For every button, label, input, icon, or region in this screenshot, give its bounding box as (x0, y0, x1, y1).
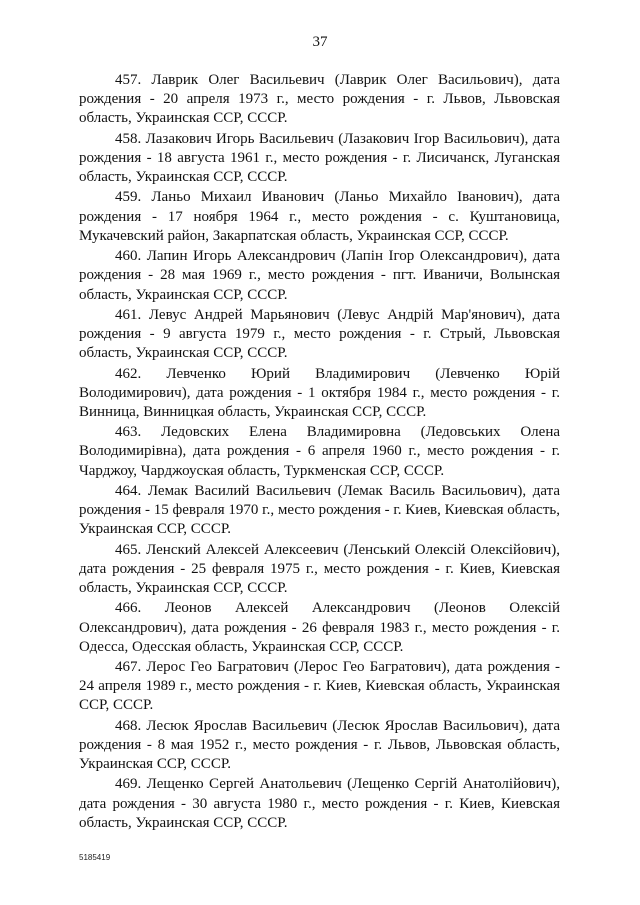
list-entry: 465. Ленский Алексей Алексеевич (Ленський Олексій Олексійович), дата рождения - 25 февраля 1975 г., место рождения - г. Киев, Киевская область, Украинская ССР, СССР. (79, 541, 560, 597)
list-entry: 459. Ланьо Михаил Иванович (Ланьо Михайло Іванович), дата рождения - 17 ноября 1964 г., место рождения - с. Куштановица, Мукачевский район, Закарпатская область, Украинская ССР, СССР. (79, 189, 560, 244)
page-number: 37 (312, 34, 328, 50)
list-entry: 458. Лазакович Игорь Васильевич (Лазакович Ігор Васильович), дата рождения - 18 августа 1961 г., место рождения - г. Лисичанск, Луганская область, Украинская ССР, СССР. (79, 130, 560, 186)
list-entry: 467. Лерос Гео Багратович (Лерос Гео Багратович), дата рождения - 24 апреля 1989 г., место рождения - г. Киев, Киевская область, Украинская ССР, СССР. (79, 659, 560, 714)
list-entry: 468. Лесюк Ярослав Васильевич (Лесюк Ярослав Васильович), дата рождения - 8 мая 1952 г., место рождения - г. Львов, Львовская область, Украинская ССР, СССР. (79, 717, 560, 773)
list-entry: 466. Леонов Алексей Александрович (Леонов Олексій Олександрович), дата рождения - 26 февраля 1983 г., место рождения - г. Одесса, Одесская область, Украинская ССР, СССР. (79, 600, 560, 655)
list-entry: 460. Лапин Игорь Александрович (Лапін Ігор Олександрович), дата рождения - 28 мая 1969 г., место рождения - пгт. Иваничи, Волынская область, Украинская ССР, СССР. (79, 248, 560, 303)
entries-list (79, 71, 560, 833)
document-code: 5185419 (79, 853, 111, 862)
list-entry: 462. Левченко Юрий Владимирович (Левченко Юрій Володимирович), дата рождения - 1 октября 1984 г., место рождения - г. Винница, Винницкая область, Украинская ССР, СССР. (79, 365, 560, 420)
list-entry: 464. Лемак Василий Васильевич (Лемак Василь Васильович), дата рождения - 15 февраля 1970 г., место рождения - г. Киев, Киевская область, Украинская ССР, СССР. (79, 482, 560, 538)
list-entry: 463. Ледовских Елена Владимировна (Ледовських Олена Володимирівна), дата рождения - 6 апреля 1960 г., место рождения - г. Чарджоу, Чарджоуская область, Туркменская ССР, СССР. (79, 424, 560, 479)
list-entry: 469. Лещенко Сергей Анатольевич (Лещенко Сергій Анатолійович), дата рождения - 30 августа 1980 г., место рождения - г. Киев, Киевская область, Украинская ССР, СССР. (79, 776, 560, 831)
list-entry: 457. Лаврик Олег Васильевич (Лаврик Олег Васильович), дата рождения - 20 апреля 1973 г., место рождения - г. Львов, Львовская область, Украинская ССР, СССР. (79, 72, 560, 127)
list-entry: 461. Левус Андрей Марьянович (Левус Андрій Мар'янович), дата рождения - 9 августа 1979 г., место рождения - г. Стрый, Львовская область, Украинская ССР, СССР. (79, 306, 560, 362)
